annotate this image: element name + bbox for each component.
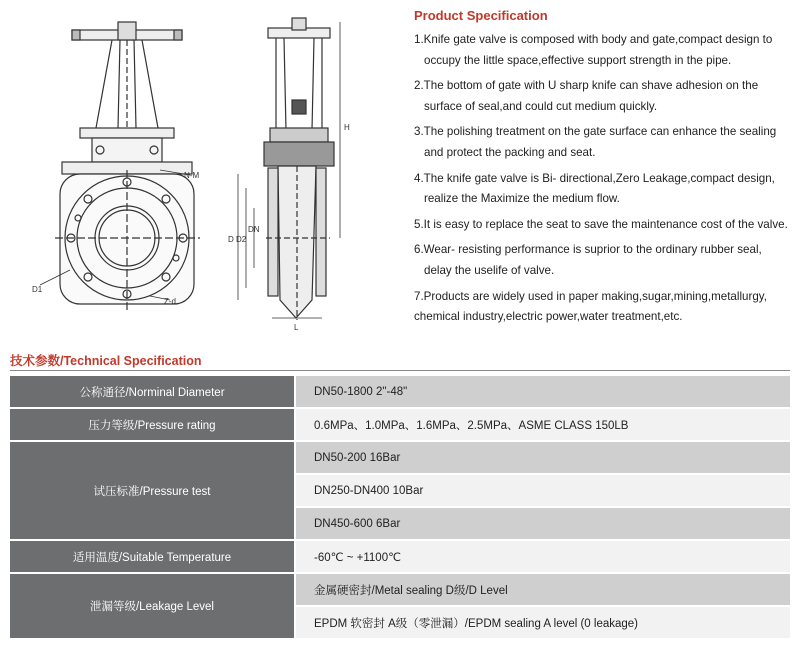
spec-item-line1: 2.The bottom of gate with U sharp knife can shave adhesion on the (414, 79, 759, 93)
label-d: D (228, 235, 234, 244)
spec-item-line2: occupy the little space,effective support strength in the pipe. (424, 53, 732, 67)
tech-spec-title: 技术参数/Technical Specification (10, 354, 202, 368)
spec-item-line2: delay the uselife of valve. (424, 263, 555, 277)
yoke-front (96, 40, 158, 135)
spec-item-line1: 5.It is easy to replace the seat to save the maintenance cost of the valve. (414, 217, 788, 231)
pressure-test-value-3: DN450-600 6Bar (295, 507, 790, 540)
spec-item-line1: 3.The polishing treatment on the gate surface can enhance the sealing (414, 125, 777, 139)
bonnet-front (62, 128, 192, 174)
pressure-rating-label: 压力等级/Pressure rating (10, 408, 295, 441)
spec-item (414, 169, 798, 210)
table-row (10, 376, 790, 408)
label-h: H (344, 123, 350, 132)
pressure-test-value-2: DN250-DN400 10Bar (295, 474, 790, 507)
spec-item-line1: 4.The knife gate valve is Bi- directional,Zero Leakage,compact design, (414, 171, 775, 185)
yoke-side (264, 38, 334, 166)
spec-item (414, 240, 798, 281)
spec-item-line2: chemical industry,electric power,water treatment,etc. (414, 310, 683, 324)
nominal-diameter-label: 公称通径/Norminal Diameter (10, 376, 295, 408)
table-row (10, 408, 790, 441)
handwheel-front (72, 22, 182, 40)
label-dn: DN (248, 225, 260, 234)
pressure-test-value-1: DN50-200 16Bar (295, 441, 790, 474)
spec-item-line2: realize the Maximize the medium flow. (424, 192, 620, 206)
table-row (10, 573, 790, 606)
tech-spec-table (10, 376, 790, 640)
spec-item (414, 76, 798, 117)
label-nm: N-M (184, 171, 200, 180)
product-spec-list (414, 30, 798, 333)
spec-item (414, 287, 798, 328)
handwheel-side (268, 18, 330, 38)
label-zd: Z-d (164, 297, 176, 306)
spec-item (414, 30, 798, 71)
label-d2: D2 (236, 235, 247, 244)
valve-technical-drawing (0, 0, 410, 340)
tech-spec-divider (10, 370, 790, 371)
table-row (10, 540, 790, 573)
spec-item-line1: 7.Products are widely used in paper making,sugar,mining,metallurgy, (414, 289, 767, 303)
valve-body-side (266, 166, 330, 320)
temperature-label: 适用温度/Suitable Temperature (10, 540, 295, 573)
nominal-diameter-value: DN50-1800 2"-48" (295, 376, 790, 408)
pressure-rating-value: 0.6MPa、1.0MPa、1.6MPa、2.5MPa、ASME CLASS 150LB (295, 408, 790, 441)
spec-item-line2: and protect the packing and seat. (424, 145, 596, 159)
table-row (10, 441, 790, 474)
valve-body-front (55, 170, 200, 310)
leakage-label: 泄漏等级/Leakage Level (10, 573, 295, 639)
spec-item-line2: surface of seal,and could cut medium quickly. (424, 99, 658, 113)
spec-item-line1: 6.Wear- resisting performance is suprior to the ordinary rubber seal, (414, 243, 762, 257)
spec-item (414, 215, 798, 236)
temperature-value: -60℃ ~ +1100℃ (295, 540, 790, 573)
leakage-value-1: 金属硬密封/Metal sealing D级/D Level (295, 573, 790, 606)
leakage-value-2: EPDM 软密封 A级（零泄漏）/EPDM sealing A level (0 leakage) (295, 606, 790, 639)
pressure-test-label: 试压标准/Pressure test (10, 441, 295, 540)
product-spec-title: Product Specification (414, 8, 548, 23)
label-l: L (294, 323, 299, 332)
spec-item-line1: 1.Knife gate valve is composed with body and gate,compact design to (414, 33, 773, 46)
label-d1: D1 (32, 285, 43, 294)
spec-item (414, 122, 798, 163)
